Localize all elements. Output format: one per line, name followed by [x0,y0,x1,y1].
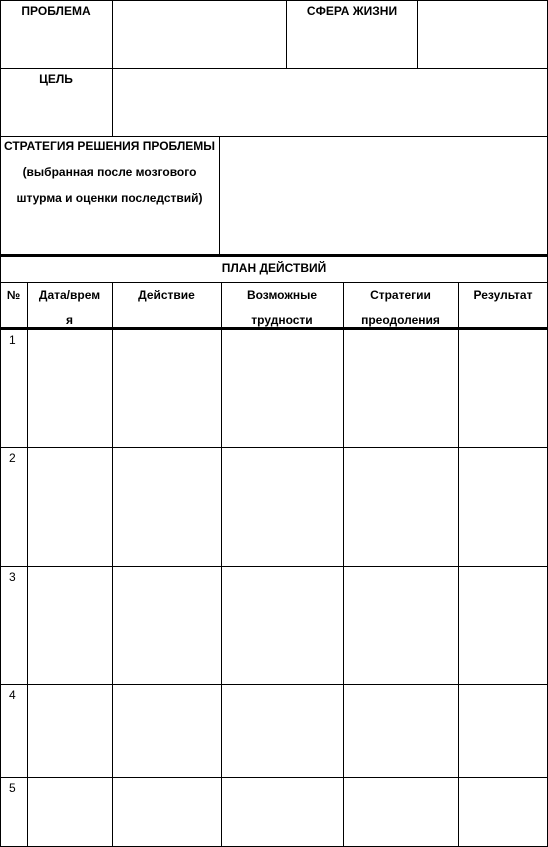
row-number: 1 [9,333,16,347]
col-action-header: Действие [138,288,195,302]
life-area-field[interactable] [418,1,547,68]
col-number-header: № [6,288,21,302]
col-strategies-header-line2: преодоления [361,313,440,327]
table-row[interactable] [28,567,547,684]
row-number: 4 [9,688,16,702]
col-result-header: Результат [473,288,533,302]
col-strategies-header-line1: Стратегии [370,288,431,302]
strategy-label-line1: СТРАТЕГИЯ РЕШЕНИЯ ПРОБЛЕМЫ [3,139,216,153]
col-difficulties-header-line1: Возможные [246,288,318,302]
table-row[interactable] [28,448,547,565]
goal-label: ЦЕЛЬ [39,72,73,86]
row-number: 2 [9,451,16,465]
strategy-label-line3: штурма и оценки последствий) [16,191,203,205]
goal-field[interactable] [113,69,547,136]
problem-label: ПРОБЛЕМА [21,4,91,18]
plan-title: ПЛАН ДЕЙСТВИЙ [221,261,327,275]
life-area-label: СФЕРА ЖИЗНИ [306,4,398,18]
strategy-field[interactable] [220,137,547,254]
strategy-label-line2: (выбранная после мозгового [22,165,197,179]
col-difficulties-header-line2: трудности [251,313,313,327]
table-row[interactable] [28,685,547,777]
table-row[interactable] [28,778,547,847]
row-number: 3 [9,570,16,584]
col-date-header-line2: я [65,313,73,327]
left-border [0,0,1,847]
col-date-header-line1: Дата/врем [38,288,101,302]
table-row[interactable] [28,330,547,447]
problem-field[interactable] [113,1,286,68]
row-number: 5 [9,781,16,795]
